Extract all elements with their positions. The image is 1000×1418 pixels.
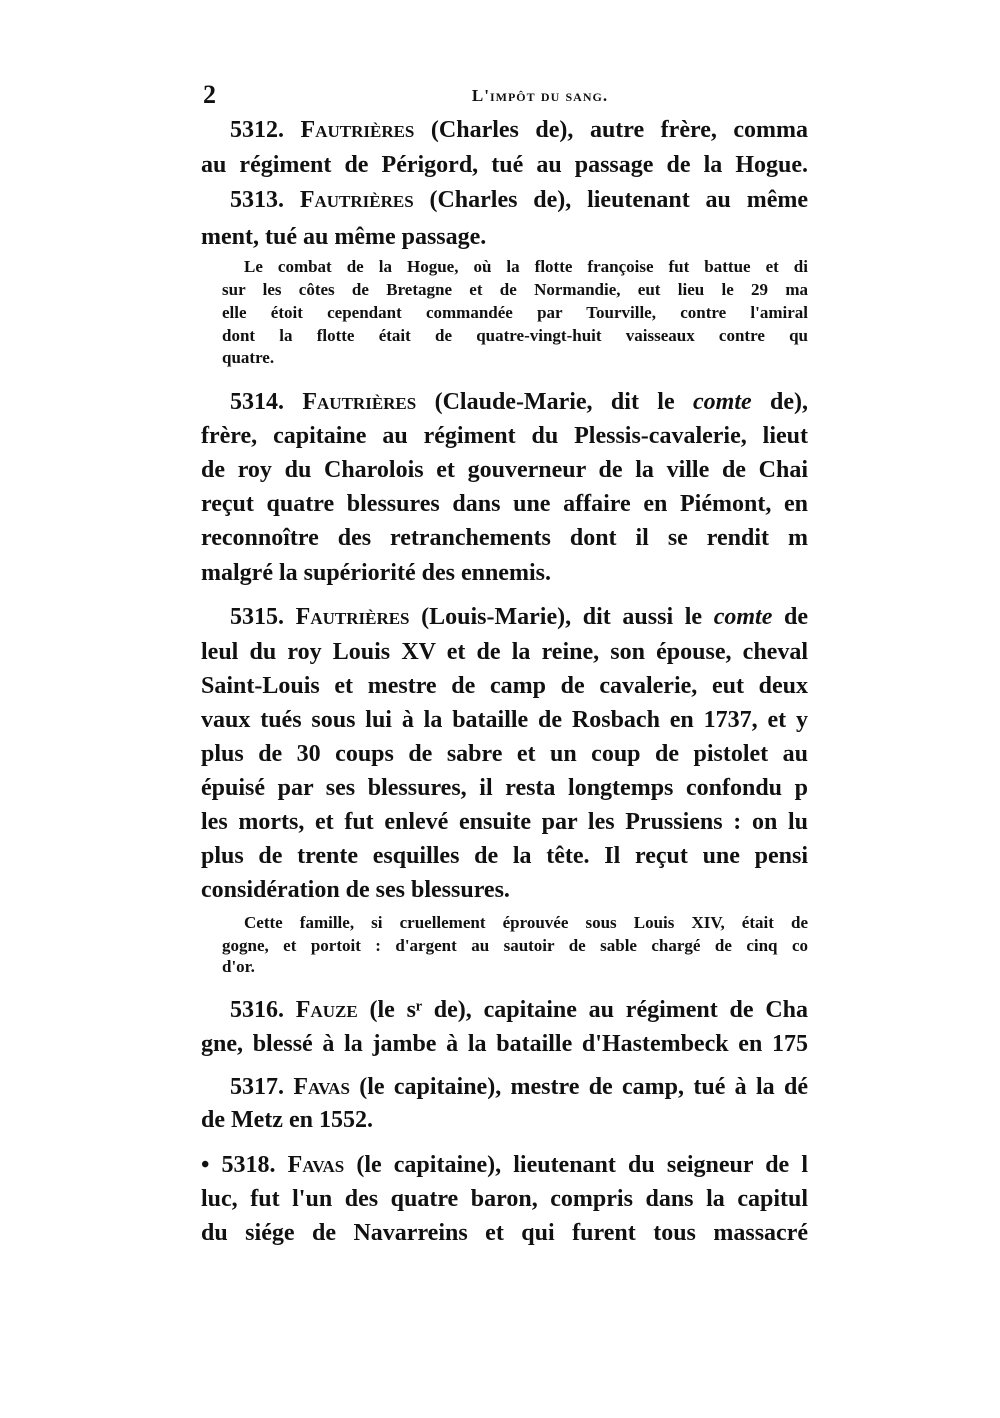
line-text: plus de 30 coups de sabre et un coup de pistolet au: [201, 741, 808, 767]
line-text: • 5318.: [201, 1152, 288, 1178]
line-text: 5316.: [230, 997, 296, 1023]
text-line: [201, 558, 808, 588]
entry-name: Fauze: [295, 997, 358, 1023]
line-text: de),: [751, 389, 808, 415]
line-text: vaux tués sous lui à la bataille de Rosbach en 1737, et y: [201, 707, 808, 733]
text-line: [201, 150, 808, 180]
text-line: [201, 222, 808, 252]
text-line: [201, 637, 808, 667]
line-text: elle étoit cependant commandée par Tourville, contre l'amiral: [222, 303, 808, 322]
line-text: 5312.: [230, 117, 301, 143]
text-line: [201, 875, 808, 905]
line-text: Cette famille, si cruellement éprouvée sous Louis XIV, était de: [244, 913, 808, 932]
text-line: [230, 995, 808, 1025]
line-text: 5314.: [230, 389, 303, 415]
entry-name: Fautrières: [299, 187, 414, 213]
entry-name: Favas: [287, 1152, 345, 1178]
line-text: plus de trente esquilles de la tête. Il reçut une pensi: [201, 843, 808, 869]
line-text: au régiment de Périgord, tué au passage de la Hogue.: [201, 152, 808, 178]
text-line: [201, 1029, 808, 1059]
line-text: ment, tué au même passage.: [201, 224, 487, 250]
footnote-line: [244, 912, 808, 934]
line-text: du siége de Navarreins et qui furent tous massacré: [201, 1220, 808, 1246]
footnote-line: [222, 302, 808, 324]
text-line: [230, 387, 808, 417]
text-line: [201, 1184, 808, 1214]
line-text: 5317.: [230, 1074, 294, 1100]
text-line: [201, 705, 808, 735]
text-line: [201, 1105, 808, 1135]
footnote-line: [222, 935, 808, 957]
text-line: [201, 841, 808, 871]
italic-text: comte: [693, 389, 752, 415]
page-number: 2: [203, 80, 216, 109]
line-text: (Charles de), autre frère, comma: [414, 117, 808, 143]
text-line: [201, 1150, 808, 1180]
line-text: gne, blessé à la jambe à la bataille d'Hastembeck en 175: [201, 1031, 808, 1057]
entry-name: Favas: [293, 1074, 350, 1100]
italic-text: comte: [713, 604, 773, 630]
entry-name: Fautrières: [302, 389, 417, 415]
line-text: de: [772, 604, 808, 630]
text-line: [201, 421, 808, 451]
text-line: [201, 489, 808, 519]
line-text: considération de ses blessures.: [201, 877, 510, 903]
text-line: [201, 773, 808, 803]
text-line: [230, 115, 808, 145]
line-text: épuisé par ses blessures, il resta longtemps confondu p: [201, 775, 808, 801]
text-line: [201, 523, 808, 553]
line-text: luc, fut l'un des quatre baron, compris dans la capitul: [201, 1186, 808, 1212]
footnote-line: [222, 325, 808, 347]
line-text: d'or.: [222, 957, 255, 976]
line-text: gogne, et portoit : d'argent au sautoir de sable chargé de cinq co: [222, 936, 808, 955]
footnote-line: [222, 956, 808, 978]
line-text: Le combat de la Hogue, où la flotte françoise fut battue et di: [244, 257, 808, 276]
line-text: reconnoître des retranchements dont il se rendit m: [201, 525, 808, 551]
line-text: Saint-Louis et mestre de camp de cavalerie, eut deux: [201, 673, 808, 699]
footnote-line: [222, 347, 808, 369]
line-text: (Claude-Marie, dit le: [416, 389, 693, 415]
line-text: 5315.: [230, 604, 296, 630]
line-text: les morts, et fut enlevé ensuite par les Prussiens : on lu: [201, 809, 808, 835]
line-text: sur les côtes de Bretagne et de Normandie, eut lieu le 29 ma: [222, 280, 808, 299]
line-text: malgré la supériorité des ennemis.: [201, 560, 551, 586]
line-text: leul du roy Louis XV et de la reine, son épouse, cheval: [201, 639, 808, 665]
entry-name: Fautrières: [300, 117, 415, 143]
line-text: de roy du Charolois et gouverneur de la ville de Chai: [201, 457, 808, 483]
text-line: [201, 807, 808, 837]
footnote-line: [222, 279, 808, 301]
text-line: [230, 1072, 808, 1102]
line-text: reçut quatre blessures dans une affaire en Piémont, en: [201, 491, 808, 517]
running-title: L'impôt du sang.: [471, 86, 609, 105]
line-text: (Louis-Marie), dit aussi le: [409, 604, 714, 630]
text-line: [201, 455, 808, 485]
line-text: 5313.: [230, 187, 300, 213]
line-text: (le capitaine), lieutenant du seigneur de l: [344, 1152, 808, 1178]
line-text: dont la flotte était de quatre-vingt-huit vaisseaux contre qu: [222, 326, 808, 345]
line-text: quatre.: [222, 348, 275, 367]
line-text: (Charles de), lieutenant au même: [413, 187, 808, 213]
entry-name: Fautrières: [295, 604, 410, 630]
text-line: [230, 185, 808, 215]
text-line: [201, 1218, 808, 1248]
text-line: [201, 739, 808, 769]
line-text: frère, capitaine au régiment du Plessis-cavalerie, lieut: [201, 423, 808, 449]
text-line: [230, 602, 808, 632]
text-line: [201, 671, 808, 701]
line-text: (le sʳ de), capitaine au régiment de Cha: [357, 997, 808, 1023]
line-text: de Metz en 1552.: [201, 1107, 373, 1133]
line-text: (le capitaine), mestre de camp, tué à la dé: [349, 1074, 808, 1100]
footnote-line: [244, 256, 808, 278]
